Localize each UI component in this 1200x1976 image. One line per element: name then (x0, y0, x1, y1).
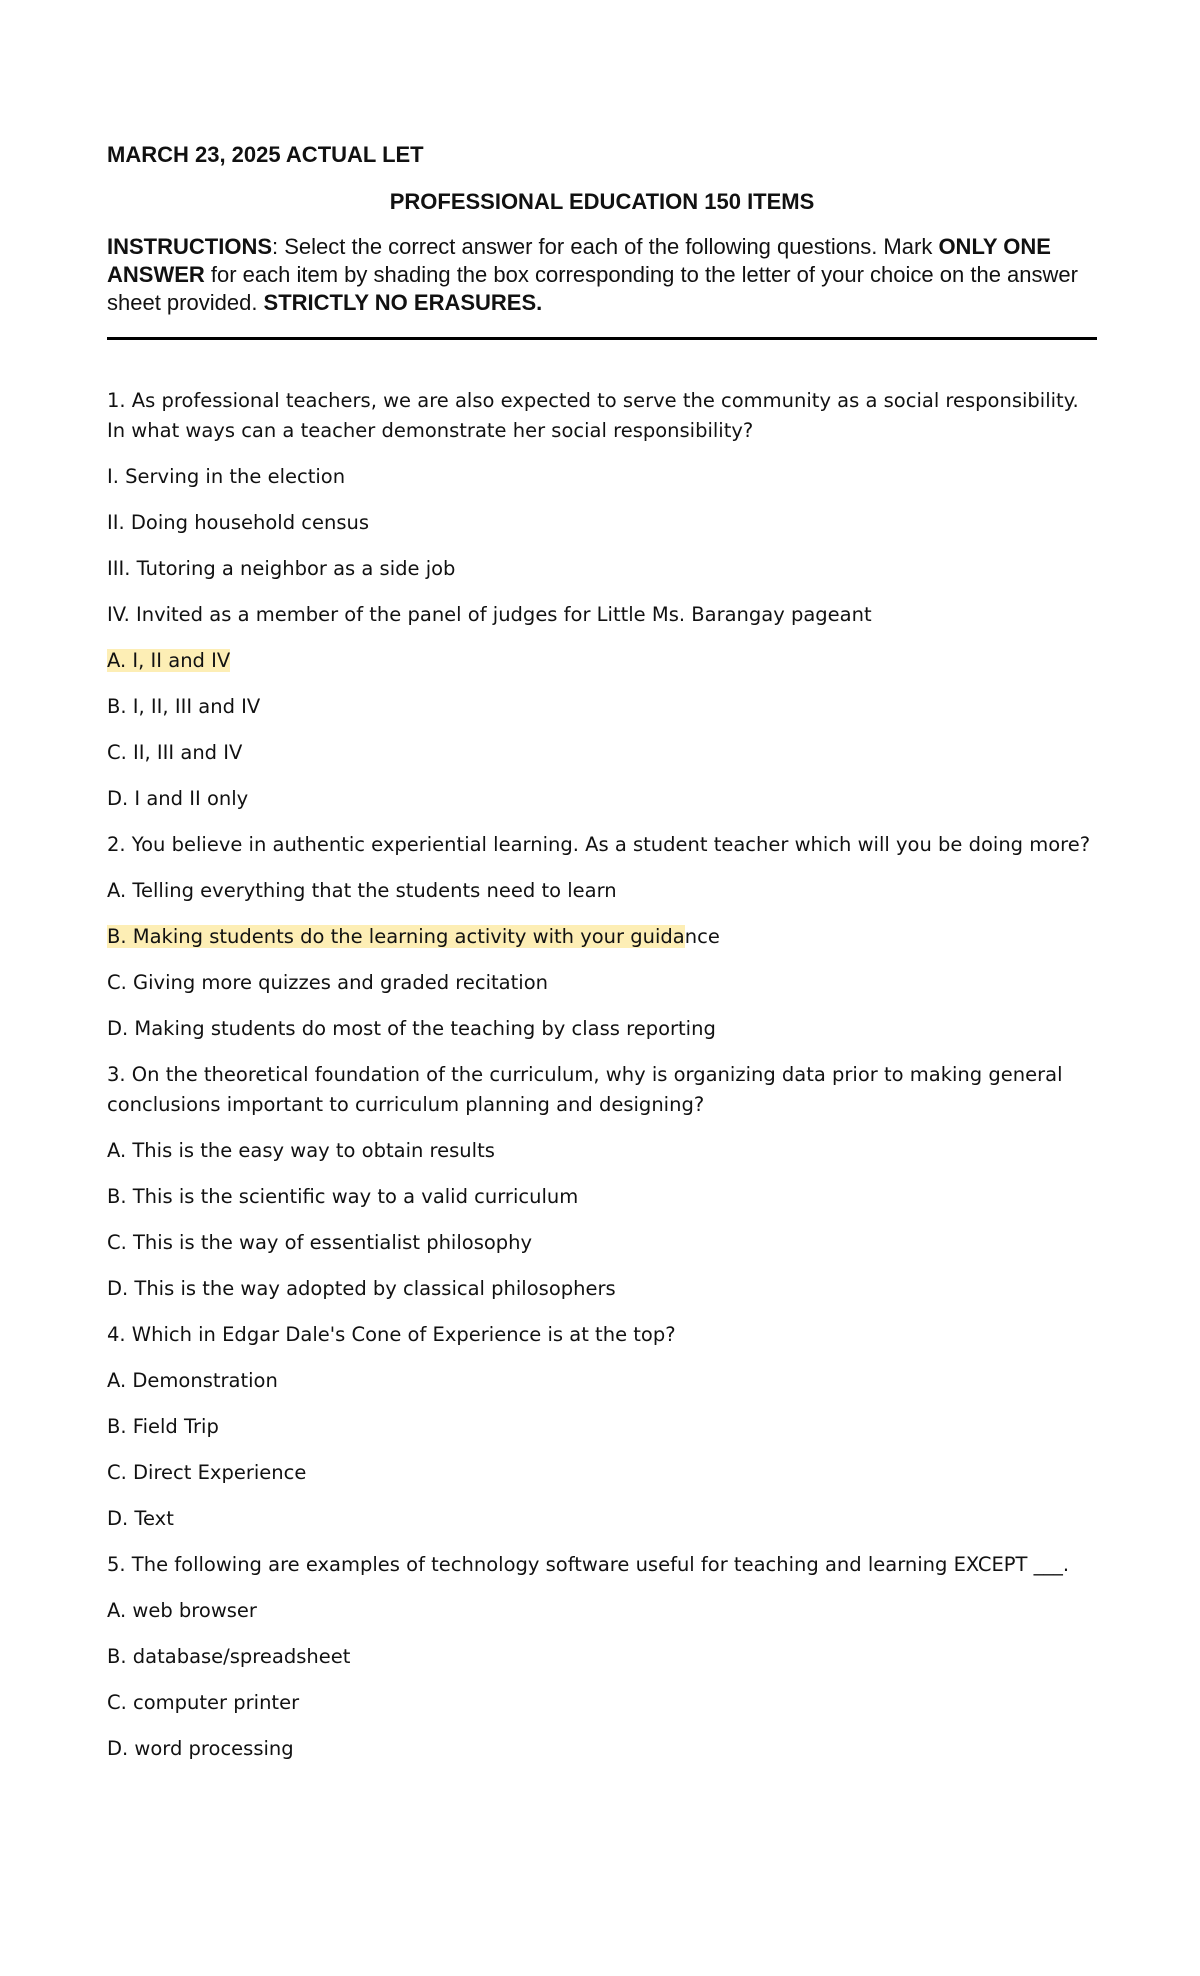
choice-a: A. Demonstration (107, 1369, 278, 1392)
divider-rule (107, 337, 1097, 340)
choice-d: D. word processing (107, 1737, 294, 1760)
choice-b-rest: nce (684, 925, 720, 948)
question-5 (107, 1550, 1097, 1764)
statement-item: III. Tutoring a neighbor as a side job (107, 557, 456, 580)
choice-a (107, 646, 1097, 676)
highlighted-answer: B. Making students do the learning activity with your guida (107, 925, 685, 948)
question-stem: 1. As professional teachers, we are also expected to serve the community as a social responsibility. In what ways can a teacher demonstrate her social responsibility? (107, 389, 1079, 442)
choice-a: A. web browser (107, 1599, 257, 1622)
choice-b: B. Field Trip (107, 1415, 219, 1438)
choice-c: C. This is the way of essentialist philosophy (107, 1231, 533, 1254)
highlighted-answer: A. I, II and IV (107, 649, 231, 672)
choice-d: D. Making students do most of the teaching by class reporting (107, 1017, 716, 1040)
document-page (107, 140, 1097, 1780)
statement-item: IV. Invited as a member of the panel of judges for Little Ms. Barangay pageant (107, 603, 872, 626)
choice-b (107, 922, 1097, 952)
choice-d: D. This is the way adopted by classical philosophers (107, 1277, 616, 1300)
choice-c: C. II, III and IV (107, 741, 243, 764)
choice-d: D. Text (107, 1507, 174, 1530)
question-3 (107, 1060, 1097, 1304)
choice-a: A. Telling everything that the students need to learn (107, 879, 617, 902)
question-stem: 3. On the theoretical foundation of the curriculum, why is organizing data prior to making general conclusions important to curriculum planning and designing? (107, 1063, 1063, 1116)
question-4 (107, 1320, 1097, 1534)
instructions-text-2: for each item by shading the box corresponding to the letter of your choice on the answer sheet provided. (107, 262, 1078, 315)
choice-c: C. computer printer (107, 1691, 300, 1714)
question-stem: 2. You believe in authentic experiential learning. As a student teacher which will you be doing more? (107, 833, 1091, 856)
question-list (107, 386, 1097, 1764)
question-stem: 4. Which in Edgar Dale's Cone of Experience is at the top? (107, 1323, 676, 1346)
choice-b: B. I, II, III and IV (107, 695, 261, 718)
statement-item: II. Doing household census (107, 511, 370, 534)
exam-date: MARCH 23, 2025 ACTUAL LET (107, 142, 424, 167)
instructions-bold-2: STRICTLY NO ERASURES. (263, 290, 543, 315)
instructions (107, 233, 1097, 317)
question-2 (107, 830, 1097, 1044)
choice-c: C. Giving more quizzes and graded recitation (107, 971, 548, 994)
statement-item: I. Serving in the election (107, 465, 346, 488)
choice-c: C. Direct Experience (107, 1461, 307, 1484)
choice-a: A. This is the easy way to obtain results (107, 1139, 495, 1162)
instructions-text-1: : Select the correct answer for each of the following questions. Mark (272, 234, 939, 259)
choice-b: B. This is the scientific way to a valid curriculum (107, 1185, 579, 1208)
question-stem: 5. The following are examples of technology software useful for teaching and learning EXCEPT ___. (107, 1553, 1070, 1576)
instructions-label: INSTRUCTIONS (107, 234, 272, 259)
choice-b: B. database/spreadsheet (107, 1645, 351, 1668)
question-1 (107, 386, 1097, 814)
instructions-bold-1: ONLY ONE ANSWER (107, 234, 1051, 287)
exam-title: PROFESSIONAL EDUCATION 150 ITEMS (389, 189, 815, 214)
choice-d: D. I and II only (107, 787, 249, 810)
